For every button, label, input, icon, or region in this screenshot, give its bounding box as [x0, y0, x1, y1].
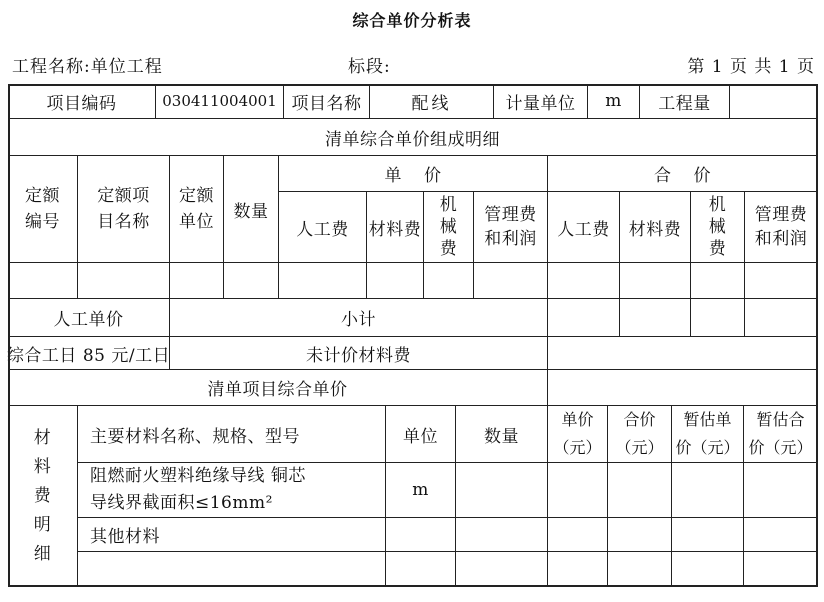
material-quantity-cell: [456, 518, 548, 552]
material-unit-price-cell: [548, 552, 608, 587]
material-est-unit-price-header-text: [675, 406, 739, 462]
unit-machinery-header: [424, 192, 474, 263]
material-est-unit-price-cell: [672, 518, 744, 552]
material-name-text: [90, 463, 306, 517]
total-management-profit-cell: [745, 263, 818, 299]
total-labor-cell: [548, 263, 620, 299]
material-est-total-price-line-2: 价（元）: [748, 438, 813, 457]
material-quantity-cell: [456, 552, 548, 587]
total-material-header: 材料费: [620, 192, 691, 263]
material-est-total-price-header-text: [748, 406, 812, 462]
quota-code-header-text: [25, 183, 60, 235]
total-material-cell: [620, 263, 691, 299]
unit-management-profit-line-2: 和利润: [484, 229, 537, 249]
total-management-profit-header-text: [755, 203, 808, 251]
quantity-value-cell: [730, 84, 818, 119]
material-name-line-1: 阻燃耐火塑料绝缘导线 铜芯: [90, 466, 306, 486]
material-est-unit-price-line-2: 价（元）: [675, 438, 740, 457]
material-unit-price-line-2: （元）: [553, 438, 602, 457]
subtotal-labor-cell: [548, 299, 620, 337]
material-total-price-cell: [608, 518, 672, 552]
unit-management-profit-cell: [474, 263, 548, 299]
material-unit-price-header: [548, 406, 608, 463]
material-total-price-line-2: （元）: [615, 438, 664, 457]
quota-unit-header-line-1: 定额: [179, 186, 214, 206]
material-total-price-line-1: 合价: [623, 410, 656, 429]
material-unit: m: [386, 463, 456, 518]
subtotal-management-profit-cell: [745, 299, 818, 337]
page-title: 综合单价分析表: [352, 11, 472, 30]
unit-price-group-header: 单 价: [279, 156, 548, 192]
material-detail-label-text: 材料费明细: [33, 427, 52, 564]
material-quantity-cell: [456, 463, 548, 518]
material-est-total-price-line-1: 暂估合: [756, 410, 805, 429]
unit-management-profit-header-text: [484, 203, 537, 251]
unit-machinery-header-text: 机械费: [439, 195, 458, 259]
quantity-label: 工程量: [640, 84, 730, 119]
quota-name-header: [78, 156, 170, 263]
subtotal-material-cell: [620, 299, 691, 337]
quota-name-header-line-2: 目名称: [97, 212, 150, 232]
labor-rate: 综合工日 85 元/工日: [8, 337, 170, 370]
quota-unit-header-text: [179, 183, 214, 235]
unit-labor-cell: [279, 263, 367, 299]
quota-quantity-header: 数量: [224, 156, 279, 263]
quota-code-header: [8, 156, 78, 263]
material-quantity-header: 数量: [456, 406, 548, 463]
quota-unit-cell: [170, 263, 224, 299]
material-total-price-header: [608, 406, 672, 463]
unit-labor-header: 人工费: [279, 192, 367, 263]
quota-code-header-line-2: 编号: [25, 212, 60, 232]
item-unit-price-value-cell: [548, 370, 818, 406]
item-unit-price-label: 清单项目综合单价: [8, 370, 548, 406]
material-unit-price-cell: [548, 518, 608, 552]
subtotal-label: 小计: [170, 299, 548, 337]
unpriced-material-value-cell: [548, 337, 818, 370]
quota-code-header-line-1: 定额: [25, 186, 60, 206]
total-management-profit-header: [745, 192, 818, 263]
material-est-total-price-cell: [744, 518, 818, 552]
material-name-line-2: 导线界截面积≤16mm²: [90, 493, 273, 513]
quota-name-header-text: [97, 183, 150, 235]
item-name-label: 项目名称: [284, 84, 370, 119]
material-total-price-cell: [608, 552, 672, 587]
labor-unit-price-label: 人工单价: [8, 299, 170, 337]
measure-unit-label: 计量单位: [494, 84, 588, 119]
material-total-price-cell: [608, 463, 672, 518]
page-number: 第 1 页 共 1 页: [687, 57, 815, 77]
material-name-header: 主要材料名称、规格、型号: [78, 406, 386, 463]
material-est-total-price-header: [744, 406, 818, 463]
unit-management-profit-header: [474, 192, 548, 263]
material-est-unit-price-line-1: 暂估单: [683, 410, 732, 429]
project-name: 工程名称:单位工程: [12, 57, 163, 77]
material-est-unit-price-cell: [672, 463, 744, 518]
item-code-label: 项目编码: [8, 84, 156, 119]
total-price-group-header: 合 价: [548, 156, 818, 192]
material-total-price-header-text: [615, 406, 663, 462]
unpriced-material-label: 未计价材料费: [170, 337, 548, 370]
total-machinery-header-text: 机械费: [708, 195, 727, 259]
material-unit-cell: [386, 518, 456, 552]
material-est-unit-price-header: [672, 406, 744, 463]
material-unit-price-line-1: 单价: [561, 410, 594, 429]
item-name-value: 配线: [370, 84, 494, 119]
item-code-value: 030411004001: [156, 84, 284, 119]
quota-name-header-line-1: 定额项: [97, 186, 150, 206]
quota-unit-header-line-2: 单位: [179, 212, 214, 232]
material-est-total-price-cell: [744, 552, 818, 587]
material-unit-cell: [386, 552, 456, 587]
material-unit-header: 单位: [386, 406, 456, 463]
unit-material-header: 材料费: [367, 192, 424, 263]
total-machinery-header: [691, 192, 745, 263]
material-name-cell: [78, 552, 386, 587]
quota-quantity-cell: [224, 263, 279, 299]
unit-price-analysis-table: [8, 84, 818, 587]
quota-code-cell: [8, 263, 78, 299]
measure-unit-value: m: [588, 84, 640, 119]
material-unit-price-cell: [548, 463, 608, 518]
material-name: [78, 463, 386, 518]
quota-name-cell: [78, 263, 170, 299]
unit-material-cell: [367, 263, 424, 299]
total-management-profit-line-2: 和利润: [754, 229, 808, 249]
material-unit-price-header-text: [553, 406, 601, 462]
material-est-total-price-cell: [744, 463, 818, 518]
composition-title: 清单综合单价组成明细: [8, 119, 818, 156]
material-est-unit-price-cell: [672, 552, 744, 587]
total-machinery-cell: [691, 263, 745, 299]
other-material-name: 其他材料: [78, 518, 386, 552]
total-labor-header: 人工费: [548, 192, 620, 263]
subtotal-machinery-cell: [691, 299, 745, 337]
bid-section: 标段:: [348, 57, 391, 77]
unit-machinery-cell: [424, 263, 474, 299]
unit-management-profit-line-1: 管理费: [484, 205, 537, 225]
material-detail-label: [8, 406, 78, 587]
quota-unit-header: [170, 156, 224, 263]
total-management-profit-line-1: 管理费: [754, 205, 808, 225]
